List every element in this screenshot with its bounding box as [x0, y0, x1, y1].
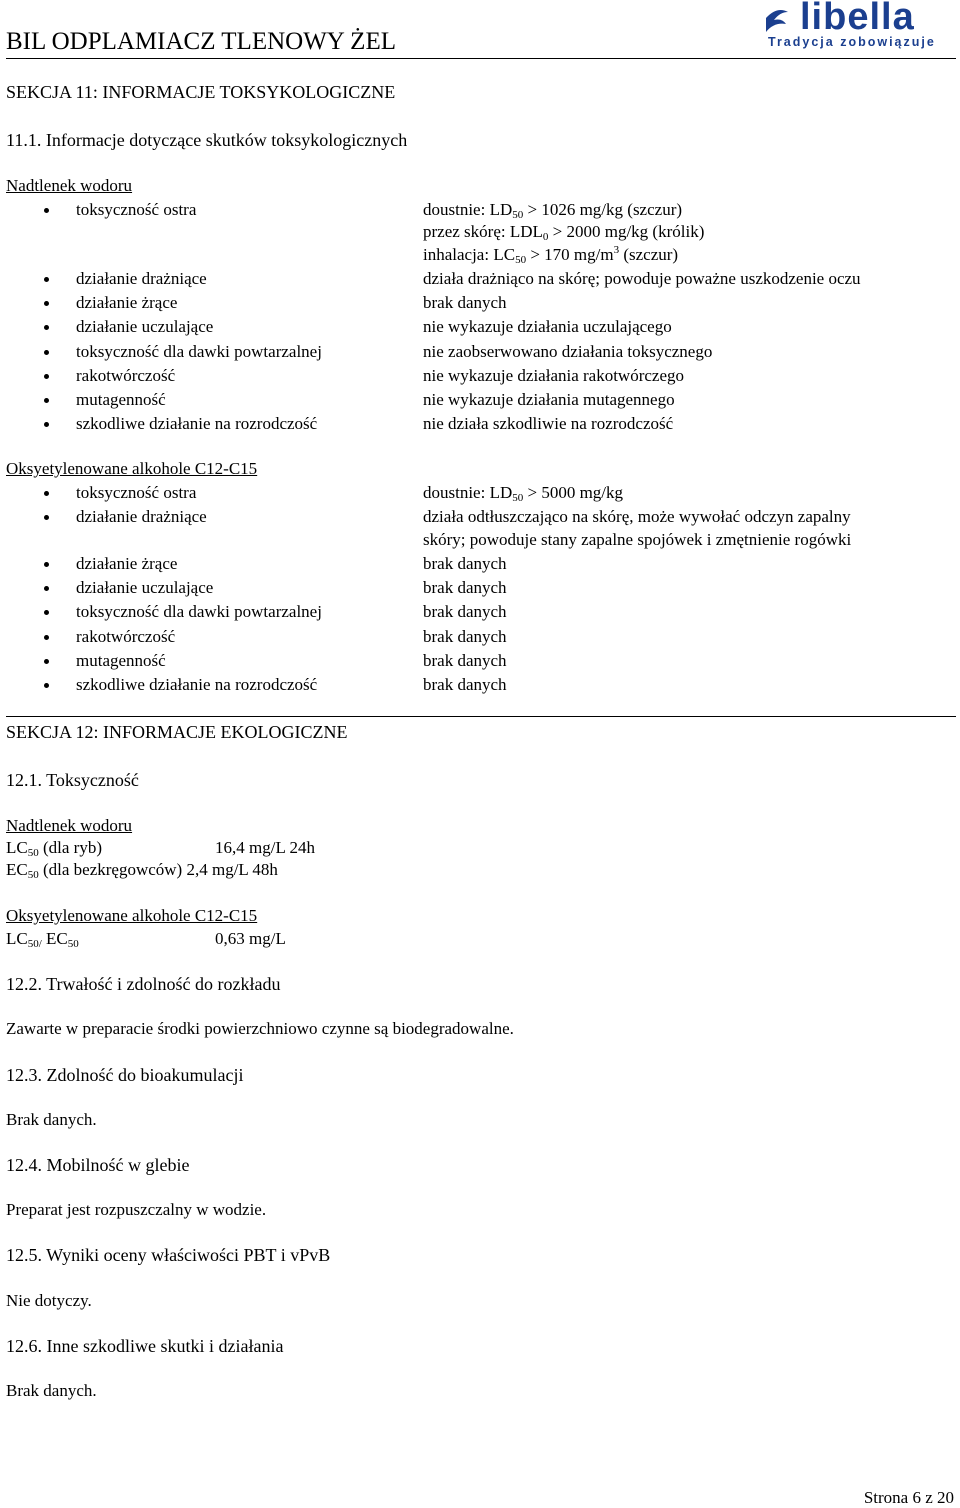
logo-tagline: Tradycja zobowiązuje [768, 35, 936, 49]
substance-2-name: Oksyetylenowane alkohole C12-C15 [6, 459, 258, 478]
acute-toxicity-label: toksyczność ostra [76, 483, 197, 502]
section-12-6-text: Brak danych. [6, 1381, 97, 1400]
lc50-fish-label: $LC_{50}$ (dla ryb) [6, 838, 102, 859]
property-value: nie działa szkodliwie na rozrodczość [423, 414, 674, 434]
bullet [44, 586, 49, 591]
bullet [44, 610, 49, 615]
acute-oral-value: doustnie: $LD_{50} > 1026$ mg/kg (szczur) [423, 200, 683, 221]
irritant-value-line-1: działa odtłuszczająco na skórę, może wywołać odczyn zapalny [423, 507, 851, 526]
bullet [44, 374, 49, 379]
property-value: brak danych [423, 554, 507, 573]
section-12-4-heading: 12.4. Mobilność w glebie [6, 1155, 190, 1175]
property-label: działanie żrące [76, 293, 178, 313]
section-12-4-text: Preparat jest rozpuszczalny w wodzie. [6, 1200, 267, 1219]
property-value: brak danych [423, 578, 507, 598]
property-label: toksyczność dla dawki powtarzalnej [76, 602, 322, 622]
property-value: brak danych [423, 675, 507, 694]
section-12-rule [6, 716, 956, 717]
page-number: Strona 6 z 20 [863, 1488, 954, 1507]
bullet [44, 398, 49, 403]
bullet [44, 562, 49, 567]
bullet [44, 683, 49, 688]
bullet [44, 277, 49, 282]
property-label: działanie drażniące [76, 269, 207, 288]
libella-logo [762, 2, 956, 52]
section-11-1-heading: 11.1. Informacje dotyczące skutków toksykologicznych [6, 130, 408, 150]
bullet [44, 422, 49, 427]
title-underline [6, 58, 956, 59]
property-value: brak danych [423, 626, 507, 646]
section-12-2-heading: 12.2. Trwałość i zdolność do rozkładu [6, 974, 281, 994]
property-label: rakotwórczość [76, 626, 176, 646]
property-label: rakotwórczość [76, 365, 176, 385]
lc50-ec50-label: $LC_{50/}$ $EC_{50}$ [6, 929, 79, 950]
section-11-heading: SEKCJA 11: INFORMACJE TOKSYKOLOGICZNE [6, 82, 396, 102]
document-title: BIL ODPLAMIACZ TLENOWY ŻEL [6, 28, 396, 55]
bullet [44, 301, 49, 306]
irritant-label: działanie drażniące [76, 507, 207, 526]
section-12-6-heading: 12.6. Inne szkodliwe skutki i działania [6, 1336, 284, 1356]
logo-swoosh-icon [762, 4, 792, 38]
bullet [44, 635, 49, 640]
eco-substance-2-name: Oksyetylenowane alkohole C12-C15 [6, 906, 258, 925]
section-12-3-text: Brak danych. [6, 1110, 97, 1129]
eco-substance-1-name: Nadtlenek wodoru [6, 816, 133, 835]
property-value: brak danych [423, 650, 507, 670]
logo-word: libella [800, 0, 915, 38]
acute-oral-value: doustnie: $LD_{50} > 5000$ mg/kg [423, 483, 624, 504]
lc50-ec50-value: 0,63 mg/L [215, 929, 286, 948]
property-label: toksyczność dla dawki powtarzalnej [76, 341, 322, 361]
property-value: brak danych [423, 293, 507, 313]
section-12-3-heading: 12.3. Zdolność do bioakumulacji [6, 1065, 244, 1085]
acute-inhalation-value: inhalacja: $LC_{50} > 170$ $mg/m^3$ (szczur) [423, 244, 679, 266]
property-value: nie zaobserwowano działania toksycznego [423, 341, 713, 361]
section-12-1-heading: 12.1. Toksyczność [6, 770, 139, 790]
property-value: brak danych [423, 602, 507, 622]
bullet [44, 208, 49, 213]
section-12-5-heading: 12.5. Wyniki oceny właściwości PBT i vPvB [6, 1245, 331, 1265]
acute-skin-value: przez skórę: $LDL_0 > 2000$ mg/kg (królik) [423, 222, 705, 243]
property-label: mutagenność [76, 390, 166, 409]
ec50-invertebrates: $EC_{50}$ (dla bezkręgowców) 2,4 mg/L 48h [6, 860, 278, 881]
bullet [44, 350, 49, 355]
property-label: mutagenność [76, 650, 166, 670]
property-label: działanie żrące [76, 554, 178, 573]
irritant-value-line-2: skóry; powoduje stany zapalne spojówek i zmętnienie rogówki [423, 530, 852, 549]
lc50-fish-value: 16,4 mg/L 24h [215, 838, 315, 857]
property-value: nie wykazuje działania uczulającego [423, 317, 672, 337]
bullet [44, 491, 49, 496]
property-value: działa drażniąco na skórę; powoduje poważne uszkodzenie oczu [423, 269, 861, 288]
section-12-5-text: Nie dotyczy. [6, 1291, 92, 1310]
property-label: szkodliwe działanie na rozrodczość [76, 414, 318, 434]
property-label: działanie uczulające [76, 317, 214, 337]
bullet [44, 659, 49, 664]
substance-1-name: Nadtlenek wodoru [6, 176, 133, 195]
property-label: szkodliwe działanie na rozrodczość [76, 675, 318, 694]
bullet [44, 515, 49, 520]
section-12-heading: SEKCJA 12: INFORMACJE EKOLOGICZNE [6, 722, 348, 742]
acute-toxicity-label: toksyczność ostra [76, 200, 197, 219]
property-value: nie wykazuje działania mutagennego [423, 390, 675, 409]
bullet [44, 325, 49, 330]
property-value: nie wykazuje działania rakotwórczego [423, 365, 685, 385]
property-label: działanie uczulające [76, 578, 214, 598]
section-12-2-text: Zawarte w preparacie środki powierzchniowo czynne są biodegradowalne. [6, 1019, 514, 1038]
